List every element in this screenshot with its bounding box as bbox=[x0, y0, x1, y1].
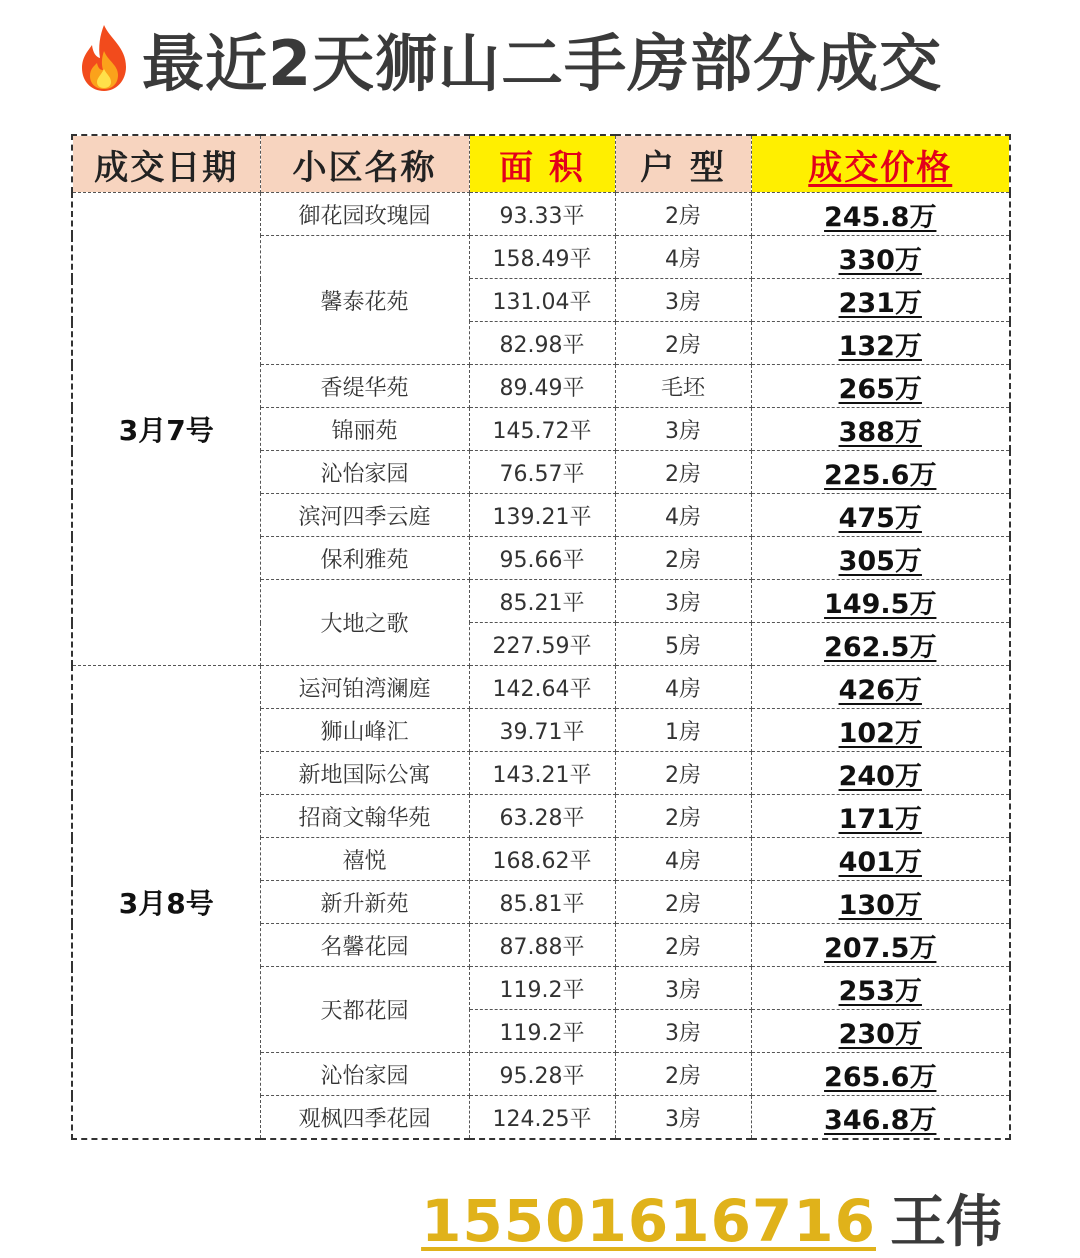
layout-cell: 2房 bbox=[615, 881, 751, 924]
price-value: 305万 bbox=[838, 545, 922, 577]
layout-cell: 2房 bbox=[615, 1053, 751, 1096]
layout-cell: 4房 bbox=[615, 494, 751, 537]
layout-cell: 2房 bbox=[615, 795, 751, 838]
area-cell: 95.66平 bbox=[469, 537, 615, 580]
price-cell bbox=[751, 1096, 1010, 1140]
price-value: 401万 bbox=[838, 846, 922, 878]
phone-number[interactable]: 15501616716 bbox=[421, 1187, 876, 1255]
area-cell: 87.88平 bbox=[469, 924, 615, 967]
price-cell bbox=[751, 580, 1010, 623]
layout-cell: 4房 bbox=[615, 666, 751, 709]
price-cell bbox=[751, 881, 1010, 924]
table-body bbox=[72, 193, 1010, 1140]
layout-cell: 4房 bbox=[615, 838, 751, 881]
community-name: 禧悦 bbox=[260, 838, 469, 881]
layout-cell: 2房 bbox=[615, 193, 751, 236]
area-cell: 124.25平 bbox=[469, 1096, 615, 1140]
layout-cell: 2房 bbox=[615, 537, 751, 580]
area-cell: 85.21平 bbox=[469, 580, 615, 623]
layout-cell: 3房 bbox=[615, 1010, 751, 1053]
price-value: 388万 bbox=[838, 416, 922, 448]
community-name: 观枫四季花园 bbox=[260, 1096, 469, 1140]
agent-name: 王伟 bbox=[890, 1190, 1002, 1255]
price-value: 330万 bbox=[838, 244, 922, 276]
price-cell bbox=[751, 279, 1010, 322]
community-name: 新地国际公寓 bbox=[260, 752, 469, 795]
layout-cell: 2房 bbox=[615, 924, 751, 967]
area-cell: 168.62平 bbox=[469, 838, 615, 881]
price-cell bbox=[751, 365, 1010, 408]
price-cell bbox=[751, 623, 1010, 666]
area-cell: 145.72平 bbox=[469, 408, 615, 451]
community-name: 香缇华苑 bbox=[260, 365, 469, 408]
layout-cell: 1房 bbox=[615, 709, 751, 752]
price-cell bbox=[751, 752, 1010, 795]
price-value: 231万 bbox=[838, 287, 922, 319]
header-price-label: 成交价格 bbox=[808, 147, 953, 188]
layout-cell: 毛坯 bbox=[615, 365, 751, 408]
price-cell bbox=[751, 236, 1010, 279]
price-cell bbox=[751, 795, 1010, 838]
price-cell bbox=[751, 1010, 1010, 1053]
area-cell: 93.33平 bbox=[469, 193, 615, 236]
contact-footer bbox=[421, 1178, 1002, 1258]
price-cell bbox=[751, 322, 1010, 365]
area-cell: 158.49平 bbox=[469, 236, 615, 279]
price-value: 253万 bbox=[838, 975, 922, 1007]
area-cell: 119.2平 bbox=[469, 967, 615, 1010]
price-value: 171万 bbox=[838, 803, 922, 835]
price-value: 102万 bbox=[838, 717, 922, 749]
community-name: 运河铂湾澜庭 bbox=[260, 666, 469, 709]
price-value: 475万 bbox=[838, 502, 922, 534]
area-cell: 82.98平 bbox=[469, 322, 615, 365]
community-name: 沁怡家园 bbox=[260, 451, 469, 494]
fire-icon bbox=[76, 23, 132, 93]
price-value: 130万 bbox=[838, 889, 922, 921]
area-cell: 39.71平 bbox=[469, 709, 615, 752]
header-area: 面 积 bbox=[469, 135, 615, 193]
price-cell bbox=[751, 838, 1010, 881]
layout-cell: 3房 bbox=[615, 1096, 751, 1140]
layout-cell: 3房 bbox=[615, 967, 751, 1010]
table-header-row bbox=[72, 135, 1010, 193]
community-name: 大地之歌 bbox=[260, 580, 469, 666]
layout-cell: 3房 bbox=[615, 580, 751, 623]
community-name: 沁怡家园 bbox=[260, 1053, 469, 1096]
header-layout: 户 型 bbox=[615, 135, 751, 193]
layout-cell: 2房 bbox=[615, 322, 751, 365]
deals-table bbox=[71, 134, 1011, 1140]
area-cell: 139.21平 bbox=[469, 494, 615, 537]
area-cell: 85.81平 bbox=[469, 881, 615, 924]
layout-cell: 2房 bbox=[615, 451, 751, 494]
price-value: 265.6万 bbox=[824, 1061, 937, 1093]
deal-date: 3月8号 bbox=[72, 666, 260, 1140]
area-cell: 89.49平 bbox=[469, 365, 615, 408]
price-cell bbox=[751, 451, 1010, 494]
community-name: 御花园玫瑰园 bbox=[260, 193, 469, 236]
price-cell bbox=[751, 666, 1010, 709]
price-value: 262.5万 bbox=[824, 631, 937, 663]
community-name: 滨河四季云庭 bbox=[260, 494, 469, 537]
community-name: 狮山峰汇 bbox=[260, 709, 469, 752]
price-value: 346.8万 bbox=[824, 1104, 937, 1136]
community-name: 新升新苑 bbox=[260, 881, 469, 924]
price-cell bbox=[751, 967, 1010, 1010]
table-row bbox=[72, 193, 1010, 236]
area-cell: 143.21平 bbox=[469, 752, 615, 795]
price-value: 207.5万 bbox=[824, 932, 937, 964]
price-value: 225.6万 bbox=[824, 459, 937, 491]
header-community: 小区名称 bbox=[260, 135, 469, 193]
layout-cell: 4房 bbox=[615, 236, 751, 279]
community-name: 馨泰花苑 bbox=[260, 236, 469, 365]
community-name: 名馨花园 bbox=[260, 924, 469, 967]
price-cell bbox=[751, 537, 1010, 580]
area-cell: 142.64平 bbox=[469, 666, 615, 709]
layout-cell: 3房 bbox=[615, 279, 751, 322]
area-cell: 76.57平 bbox=[469, 451, 615, 494]
area-cell: 63.28平 bbox=[469, 795, 615, 838]
table-row bbox=[72, 666, 1010, 709]
price-cell bbox=[751, 1053, 1010, 1096]
price-value: 426万 bbox=[838, 674, 922, 706]
deal-date: 3月7号 bbox=[72, 193, 260, 666]
header-date: 成交日期 bbox=[72, 135, 260, 193]
title-text: 最近2天狮山二手房部分成交 bbox=[142, 26, 943, 100]
price-value: 230万 bbox=[838, 1018, 922, 1050]
price-cell bbox=[751, 408, 1010, 451]
community-name: 保利雅苑 bbox=[260, 537, 469, 580]
layout-cell: 3房 bbox=[615, 408, 751, 451]
price-cell bbox=[751, 709, 1010, 752]
layout-cell: 2房 bbox=[615, 752, 751, 795]
price-value: 149.5万 bbox=[824, 588, 937, 620]
price-value: 245.8万 bbox=[824, 201, 937, 233]
page-title bbox=[76, 18, 942, 98]
community-name: 锦丽苑 bbox=[260, 408, 469, 451]
header-price bbox=[751, 135, 1010, 193]
area-cell: 227.59平 bbox=[469, 623, 615, 666]
price-cell bbox=[751, 494, 1010, 537]
price-cell bbox=[751, 924, 1010, 967]
price-value: 132万 bbox=[838, 330, 922, 362]
area-cell: 95.28平 bbox=[469, 1053, 615, 1096]
area-cell: 131.04平 bbox=[469, 279, 615, 322]
price-value: 240万 bbox=[838, 760, 922, 792]
price-value: 265万 bbox=[838, 373, 922, 405]
price-cell bbox=[751, 193, 1010, 236]
area-cell: 119.2平 bbox=[469, 1010, 615, 1053]
community-name: 招商文翰华苑 bbox=[260, 795, 469, 838]
layout-cell: 5房 bbox=[615, 623, 751, 666]
community-name: 天都花园 bbox=[260, 967, 469, 1053]
